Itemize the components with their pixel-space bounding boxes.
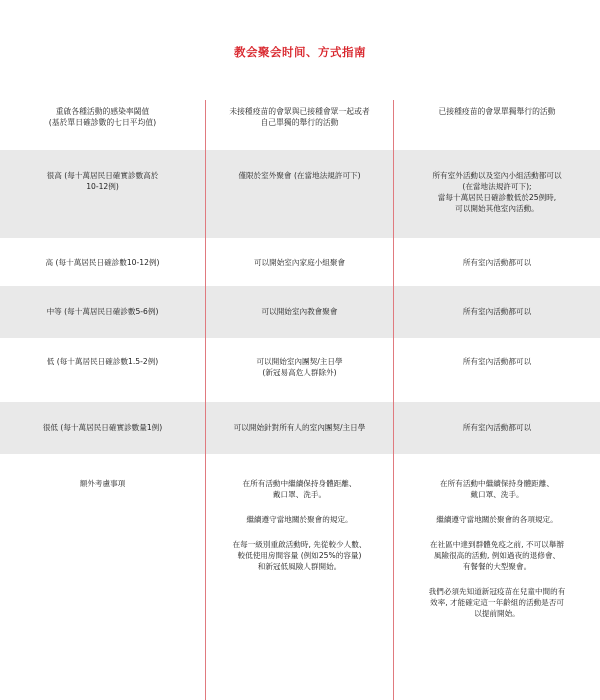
table-row-high-vaccinated: 所有室內活動都可以 — [462, 258, 532, 267]
header-mixed-activities: 未接種疫苗的會眾與已接種會眾一起或者 自己單獨的舉行的活動 — [229, 107, 370, 127]
table-row-medium-vaccinated: 所有室內活動都可以 — [462, 307, 532, 316]
table-row-low-threshold: 低 (每十萬居民日確診數1.5-2例) — [46, 357, 159, 366]
table-row-very-high-mixed: 僅限於室外聚會 (在當地法規許可下) — [238, 171, 361, 180]
table-row-high-mixed: 可以開始室內家庭小組聚會 — [253, 258, 346, 267]
table-row-medium-threshold: 中等 (每十萬居民日確診數5-6例) — [46, 307, 159, 316]
table-row-medium-mixed: 可以開始室內教會聚會 — [261, 307, 338, 316]
extra-considerations-label: 額外考慮事項 — [79, 479, 126, 488]
table-row-very-low-mixed: 可以開始針對所有人的室內團契/主日學 — [233, 423, 366, 432]
table-row-very-low-threshold: 很低 (每十萬居民日確實診數量1例) — [42, 423, 163, 432]
table-row-very-high-vaccinated: 所有室外活動以及室內小組活動都可以 (在當地法規許可下); 當每十萬居民日確診數低於25例時, 可以開始其他室內活動。 — [432, 171, 562, 213]
table-row-low-vaccinated: 所有室內活動都可以 — [462, 357, 532, 366]
table-row-low-mixed: 可以開始室內團契/主日學 (新冠易高危人群除外) — [256, 357, 343, 377]
header-vaccinated-activities: 已接種疫苗的會眾單獨舉行的活動 — [438, 107, 556, 116]
table-row-very-high-threshold: 很高 (每十萬居民日確實診數高於 10-12例) — [46, 171, 159, 191]
table-row-high-threshold: 高 (每十萬居民日確診數10-12例) — [45, 258, 160, 267]
table-row-very-low-vaccinated: 所有室內活動都可以 — [462, 423, 532, 432]
header-threshold: 重啟各種活動的感染率閾值 (基於單日確診數的七日平均值) — [48, 107, 157, 127]
extra-considerations-mixed: 在所有活動中繼續保持身體距離、 戴口罩、洗手。 繼續遵守當地關於聚會的規定。 在每一級別重啟活動時, 先從較少人數、 較低使用房間容量 (例如25%的容量) 和新冠低風險人群開始。 — [232, 479, 367, 571]
page-title: 教会聚会时间、方式指南 — [234, 45, 366, 59]
column-divider — [205, 100, 206, 700]
extra-considerations-vaccinated: 在所有活動中繼續保持身體距離、 戴口罩、洗手。 繼續遵守當地關於聚會的各項規定。 在社區中達到群體免疫之前, 不可以舉辦 風險很高的活動, 例如過夜的退修會、 有餐餐的大型聚會。 我們必須先知道新冠疫苗在兒童中間的有 效率, 才能確定這一年齡組的活動是否可 以提前開始。 — [428, 479, 566, 618]
